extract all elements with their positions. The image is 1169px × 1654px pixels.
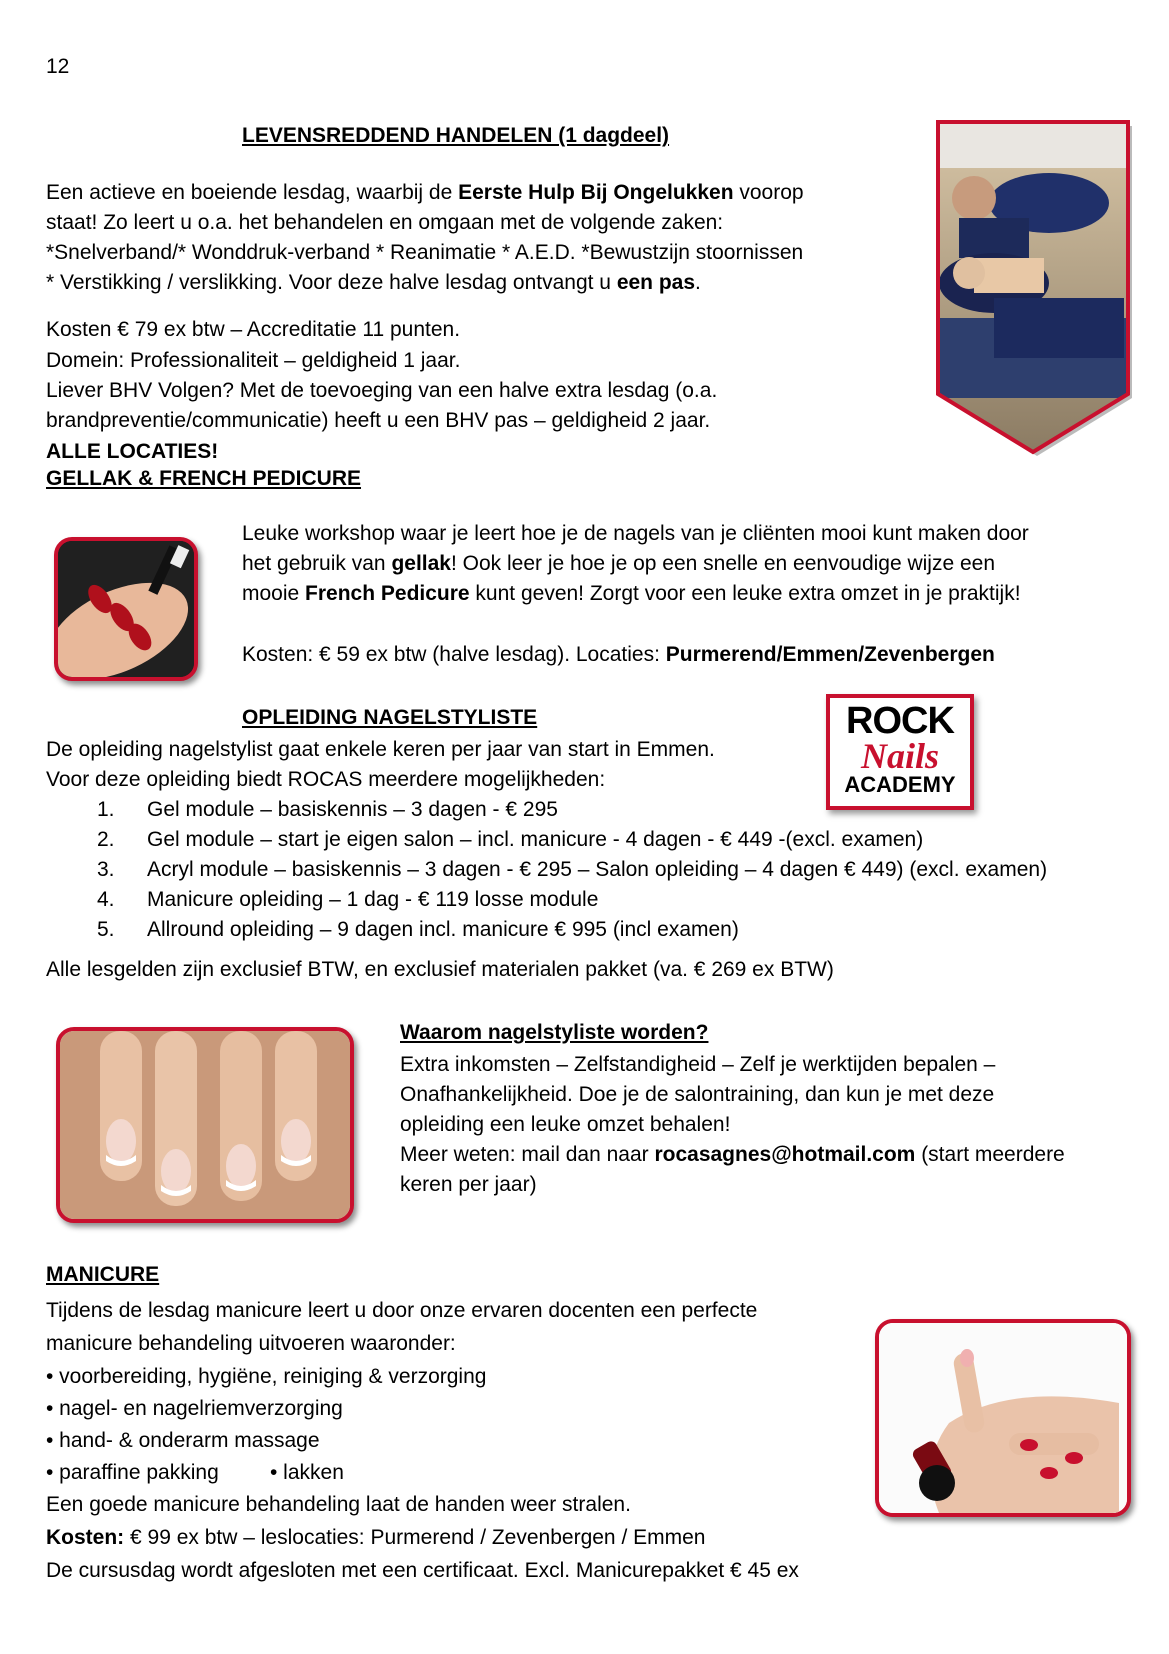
locations-note: ALLE LOCATIES! [46,440,219,463]
cost-line: Kosten: € 99 ex btw – leslocaties: Purmerend / Zevenbergen / Emmen [46,1526,706,1549]
section-heading-waarom: Waarom nagelstyliste worden? [400,1021,709,1044]
gel-polish-photo [54,537,198,681]
first-aid-photo [934,118,1134,458]
logo-nails: Nails [860,736,939,776]
section-heading-opleiding: OPLEIDING NAGELSTYLISTE [242,706,538,729]
list-item: Gel module – basiskennis – 3 dagen - € 295 [147,798,558,821]
list-item-number: 1. [97,798,115,821]
logo-academy: ACADEMY [844,772,956,797]
email-link: rocasagnes@hotmail.com [654,1143,916,1166]
price-note: Alle lesgelden zijn exclusief BTW, en exclusief materialen pakket (va. € 269 ex BTW) [46,958,834,981]
paragraph-line: het gebruik van gellak! Ook leer je hoe je op een snelle en eenvoudige wijze een [242,552,996,575]
rock-nails-academy-logo [826,694,974,810]
bullet-item: • paraffine pakking [46,1461,219,1484]
paragraph-line: *Snelverband/* Wonddruk-verband * Reanimatie * A.E.D. *Bewustzijn stoornissen [46,241,804,264]
bullet-item: • nagel- en nagelriemverzorging [46,1397,343,1420]
list-item: Allround opleiding – 9 dagen incl. manicure € 995 (incl examen) [147,918,739,941]
paragraph-line: Een actieve en boeiende lesdag, waarbij de Eerste Hulp Bij Ongelukken voorop [46,181,804,204]
paragraph-line: Liever BHV Volgen? Met de toevoeging van een halve extra lesdag (o.a. [46,379,718,402]
cost-line: Kosten € 79 ex btw – Accreditatie 11 punten. [46,318,461,341]
list-item-number: 2. [97,828,115,851]
french-nails-photo [56,1027,354,1223]
list-item: Gel module – start je eigen salon – incl. manicure - 4 dagen - € 449 -(excl. examen) [147,828,924,851]
paragraph-line: manicure behandeling uitvoeren waaronder: [46,1332,456,1355]
paragraph-line: Voor deze opleiding biedt ROCAS meerdere mogelijkheden: [46,768,606,791]
paragraph-line: Leuke workshop waar je leert hoe je de nagels van je cliënten mooi kunt maken door [242,522,1029,545]
list-item: Acryl module – basiskennis – 3 dagen - € 295 – Salon opleiding – 4 dagen € 449) (excl. examen) [147,858,1048,881]
paragraph-line: staat! Zo leert u o.a. het behandelen en omgaan met de volgende zaken: [46,211,724,234]
manicure-photo [875,1319,1131,1517]
paragraph-line: Een goede manicure behandeling laat de handen weer stralen. [46,1493,631,1516]
cost-line: Kosten: € 59 ex btw (halve lesdag). Locaties: Purmerend/Emmen/Zevenbergen [242,643,995,666]
domain-line: Domein: Professionaliteit – geldigheid 1 jaar. [46,349,461,372]
page-number: 12 [46,55,70,78]
paragraph-line: De opleiding nagelstylist gaat enkele keren per jaar van start in Emmen. [46,738,715,761]
paragraph-line: brandpreventie/communicatie) heeft u een BHV pas – geldigheid 2 jaar. [46,409,711,432]
section-heading-gellak: GELLAK & FRENCH PEDICURE [46,467,362,490]
bullet-item: • hand- & onderarm massage [46,1429,320,1452]
section-heading-manicure: MANICURE [46,1263,160,1286]
paragraph-line: * Verstikking / verslikking. Voor deze halve lesdag ontvangt u een pas. [46,271,701,294]
paragraph-line: opleiding een leuke omzet behalen! [400,1113,731,1136]
paragraph-line: Extra inkomsten – Zelfstandigheid – Zelf je werktijden bepalen – [400,1053,996,1076]
contact-line: Meer weten: mail dan naar rocasagnes@hotmail.com (start meerdere [400,1143,1065,1166]
bullet-item: • voorbereiding, hygiëne, reiniging & verzorging [46,1365,487,1388]
list-item-number: 5. [97,918,115,941]
paragraph-line: Tijdens de lesdag manicure leert u door onze ervaren docenten een perfecte [46,1299,758,1322]
list-item-number: 3. [97,858,115,881]
paragraph-line: Onafhankelijkheid. Doe je de salontraining, dan kun je met deze [400,1083,995,1106]
section-heading-levensreddend: LEVENSREDDEND HANDELEN (1 dagdeel) [242,124,670,147]
logo-rock: ROCK [846,700,954,742]
list-item-number: 4. [97,888,115,911]
paragraph-line: De cursusdag wordt afgesloten met een certificaat. Excl. Manicurepakket € 45 ex [46,1559,799,1582]
paragraph-line: mooie French Pedicure kunt geven! Zorgt voor een leuke extra omzet in je praktijk! [242,582,1021,605]
paragraph-line: keren per jaar) [400,1173,537,1196]
bullet-item: • lakken [270,1461,344,1484]
list-item: Manicure opleiding – 1 dag - € 119 losse module [147,888,599,911]
